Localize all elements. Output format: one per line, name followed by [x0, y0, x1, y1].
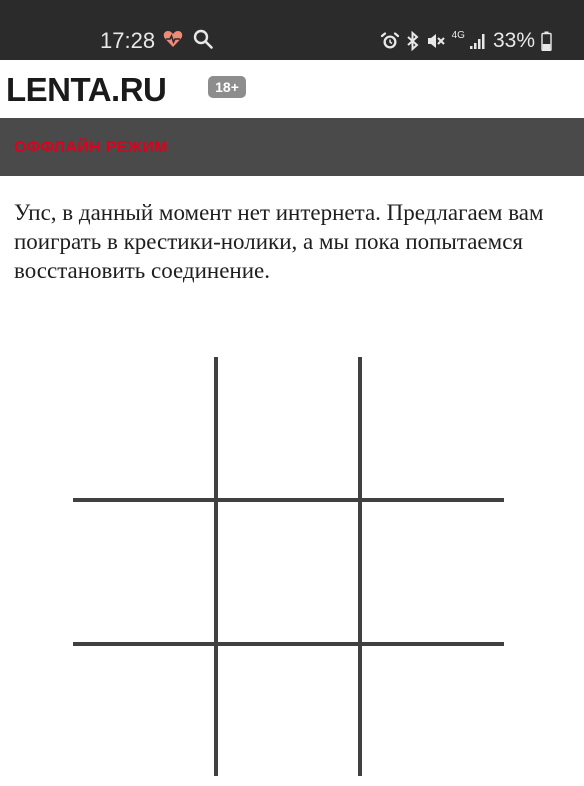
age-rating-badge: 18+: [208, 76, 246, 98]
board-cell-9[interactable]: [362, 646, 502, 786]
board-cell-7[interactable]: [75, 646, 215, 786]
battery-percentage: 33%: [492, 29, 535, 52]
offline-message: Упс, в данный момент нет интернета. Предлагаем вам поиграть в крестики-нолики, а мы пока попытаемся восстановить соединение.: [14, 200, 544, 283]
board-cell-4[interactable]: [75, 502, 215, 642]
board-cell-8[interactable]: [218, 646, 358, 786]
network-type: 4G: [451, 30, 465, 41]
grid-line-horizontal-2: [73, 642, 504, 646]
site-logo[interactable]: LENTA.RU: [6, 71, 167, 108]
grid-line-vertical-1: [214, 357, 218, 776]
board-cell-6[interactable]: [362, 502, 502, 642]
board-cell-3[interactable]: [362, 357, 502, 497]
grid-line-horizontal-1: [73, 498, 504, 502]
offline-mode-label: ОФФЛАЙН РЕЖИМ: [14, 139, 168, 156]
board-cell-1[interactable]: [75, 357, 215, 497]
board-cell-5[interactable]: [218, 502, 358, 642]
grid-line-vertical-2: [358, 357, 362, 776]
status-time: 17:28: [100, 28, 156, 53]
board-cell-2[interactable]: [218, 357, 358, 497]
